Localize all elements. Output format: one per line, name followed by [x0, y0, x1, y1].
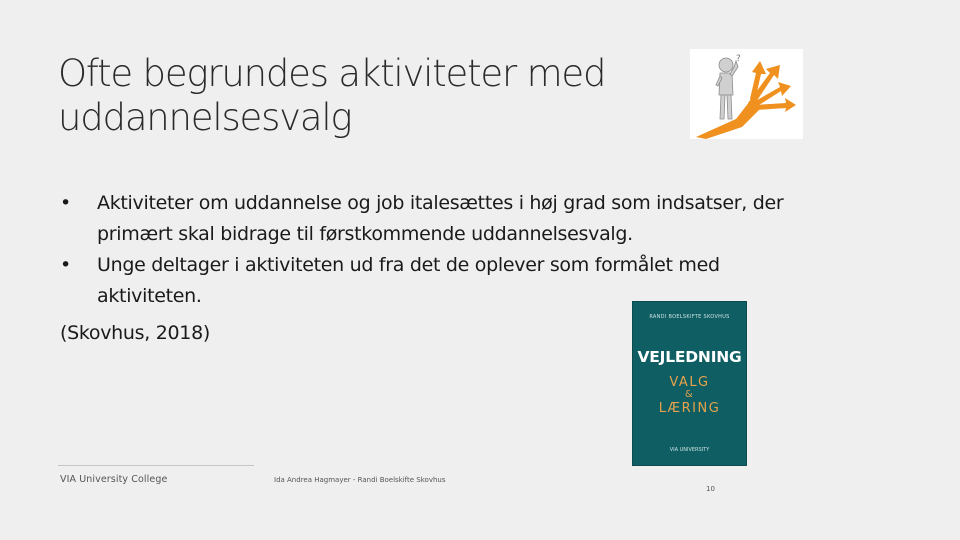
citation: (Skovhus, 2018)	[60, 322, 210, 344]
bullet-list	[60, 188, 880, 349]
book-subtitle-ampersand: &	[684, 389, 695, 400]
book-cover-image	[633, 302, 746, 465]
bullet-item	[60, 188, 880, 250]
slide-title-line-1: Ofte begrundes aktiviteter med	[58, 52, 606, 95]
bullet-text-line: aktiviteten.	[97, 285, 202, 307]
slide-title-line-2: uddannelsesvalg	[58, 96, 352, 139]
bullet-marker: •	[60, 192, 71, 214]
via-logo: VIA University College	[60, 474, 168, 485]
slide-title	[58, 52, 678, 140]
book-authors: RANDI BOELSKIFTE SKOVHUS	[649, 314, 730, 320]
crossroads-illustration-icon	[690, 49, 803, 139]
bullet-text-line: Unge deltager i aktiviteten ud fra det de oplever som formålet med	[97, 254, 720, 276]
footer-divider	[58, 465, 254, 466]
footer-authors: Ida Andrea Hagmayer - Randi Boelskifte Skovhus	[274, 476, 446, 484]
book-subtitle-line-2: LÆRING	[658, 401, 721, 416]
book-subtitle-line-1: VALG	[669, 375, 710, 390]
bullet-text-line: primært skal bidrage til førstkommende uddannelsesvalg.	[97, 223, 633, 245]
bullet-item	[60, 250, 880, 312]
svg-text:?: ?	[736, 54, 741, 64]
bullet-text-line: Aktiviteter om uddannelse og job italesættes i høj grad som indsatser, der	[97, 192, 784, 214]
book-publisher: VIA UNIVERSITY	[669, 447, 710, 453]
bullet-marker: •	[60, 254, 71, 276]
page-number: 10	[706, 485, 715, 493]
book-title: VEJLEDNING	[637, 348, 742, 366]
crossroads-illustration-svg	[690, 49, 803, 139]
